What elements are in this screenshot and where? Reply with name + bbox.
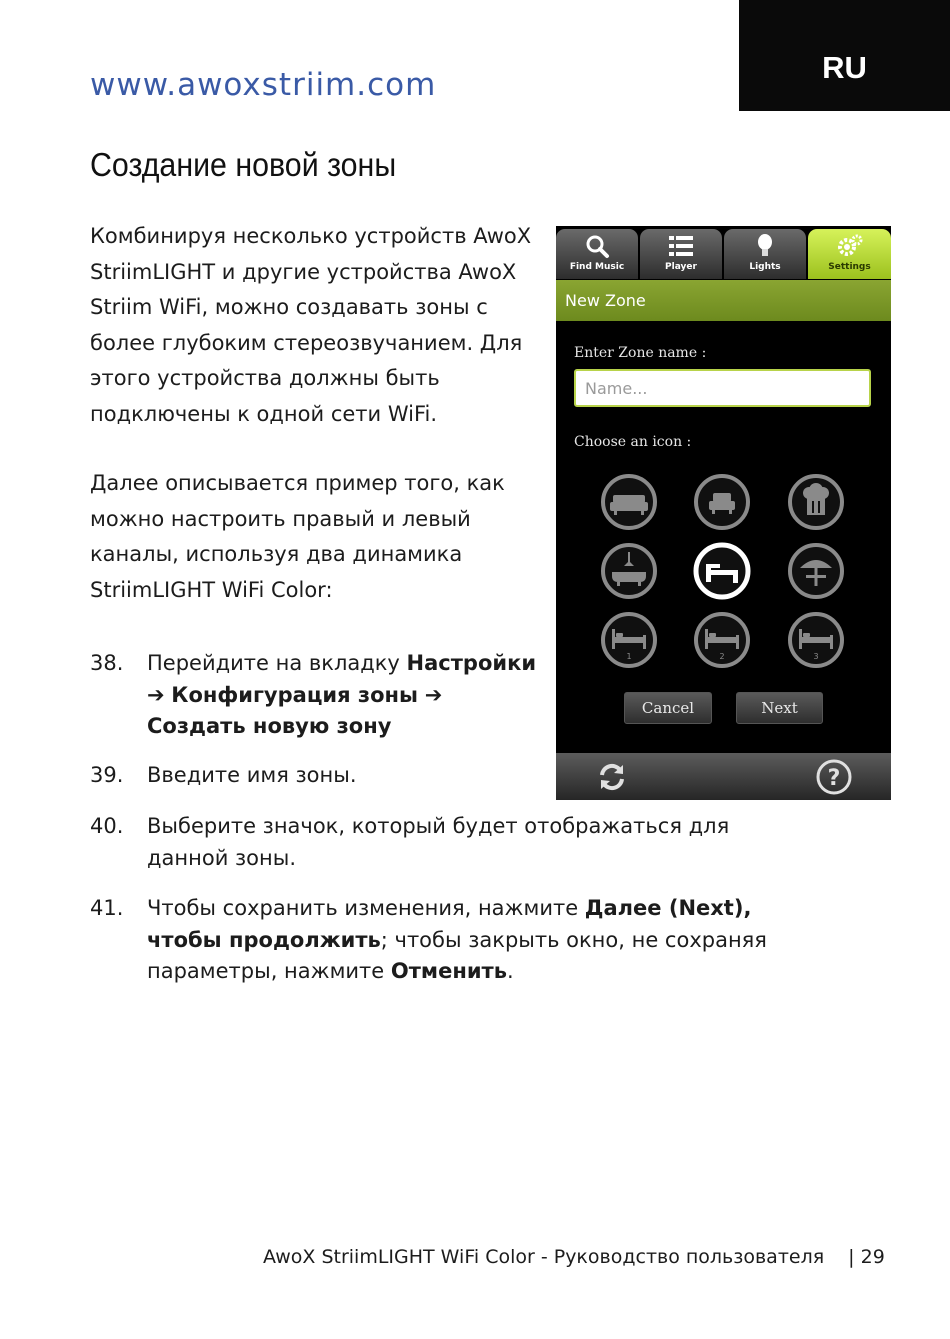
parasol-icon[interactable] [787,542,845,600]
bed-number: 2 [719,652,725,661]
step-bold-text: Далее (Next), чтобы продолжить [147,896,752,952]
armchair-icon[interactable] [693,473,751,531]
step-bold-text: Отменить [390,959,507,983]
app-screenshot [556,226,891,800]
next-button[interactable]: Next [736,692,823,724]
cancel-button[interactable]: Cancel [624,692,712,724]
tab-label: Settings [828,262,871,272]
tab-label: Lights [749,262,781,272]
bottom-bar [556,753,891,800]
step-number: 41. [90,896,124,920]
step-text: Введите имя зоны. [147,763,357,787]
step-number: 40. [90,814,124,838]
zone-name-label: Enter Zone name : [574,345,707,361]
language-badge [739,0,950,111]
arrow-icon: ➔ [147,682,165,707]
intro-paragraph: Комбинируя несколько устройств AwoX StriimLIGHT и другие устройства AwoX Striim WiFi, можно создавать зоны с более глубоким стереозвучанием. Для этого устройства должны быть подключены к одной сети WiFi. [90,224,532,426]
step-text [147,893,817,988]
refresh-icon[interactable] [594,759,630,795]
bed-number: 1 [626,652,632,661]
bed-icon[interactable] [600,611,658,669]
screen-header [556,280,891,321]
search-icon [583,233,611,259]
step-plain-text: Чтобы сохранить изменения, нажмите [147,896,585,920]
screen-title: New Zone [565,291,646,310]
step-text [147,648,547,743]
step-bold-text: Конфигурация зоны [171,682,419,707]
site-url[interactable]: www.awoxstriim.com [90,67,437,103]
gear-icon [836,233,864,259]
tab-label: Player [665,262,697,272]
bed-icon[interactable] [693,611,751,669]
help-icon[interactable] [815,758,853,796]
page-number: | 29 [848,1246,885,1268]
tab-bar [556,226,891,280]
page-title: Создание новой зоны [90,146,397,183]
step-number: 38. [90,651,124,675]
page-footer [263,1246,885,1268]
step-bold-text: Создать новую зону [147,714,392,738]
svg-text:?: ? [827,766,841,791]
bulb-icon [751,233,779,259]
icon-chooser-label: Choose an icon : [574,434,692,450]
step-plain-text: Перейдите на вкладку [147,651,407,675]
zone-name-input[interactable] [574,369,871,407]
step-plain-text: ; чтобы закрыть окно, не сохраняя параметры, нажмите [147,927,767,983]
sofa-icon[interactable] [600,473,658,531]
tab-label: Find Music [569,262,625,272]
bed-icon[interactable] [787,611,845,669]
tab-lights[interactable] [724,229,806,279]
chef-hat-icon[interactable] [787,473,845,531]
bed-number: 3 [813,652,819,661]
arrow-icon: ➔ [424,682,443,707]
tab-find-music[interactable] [556,229,638,279]
table-icon[interactable] [693,542,751,600]
footer-text: AwoX StriimLIGHT WiFi Color - Руководство пользователя [263,1246,825,1268]
example-paragraph: Далее описывается пример того, как можно настроить правый и левый каналы, используя два динамика StriimLIGHT WiFi Color: [90,471,505,602]
step-number: 39. [90,763,124,787]
step-plain-text: . [507,959,514,983]
tab-player[interactable] [640,229,722,279]
list-icon [667,233,695,259]
step-bold-text: Настройки [406,651,537,675]
language-label: RU [822,50,867,85]
bathtub-icon[interactable] [600,542,658,600]
step-text: Выберите значок, который будет отображаться для данной зоны. [147,814,730,870]
tab-settings[interactable] [808,229,891,279]
